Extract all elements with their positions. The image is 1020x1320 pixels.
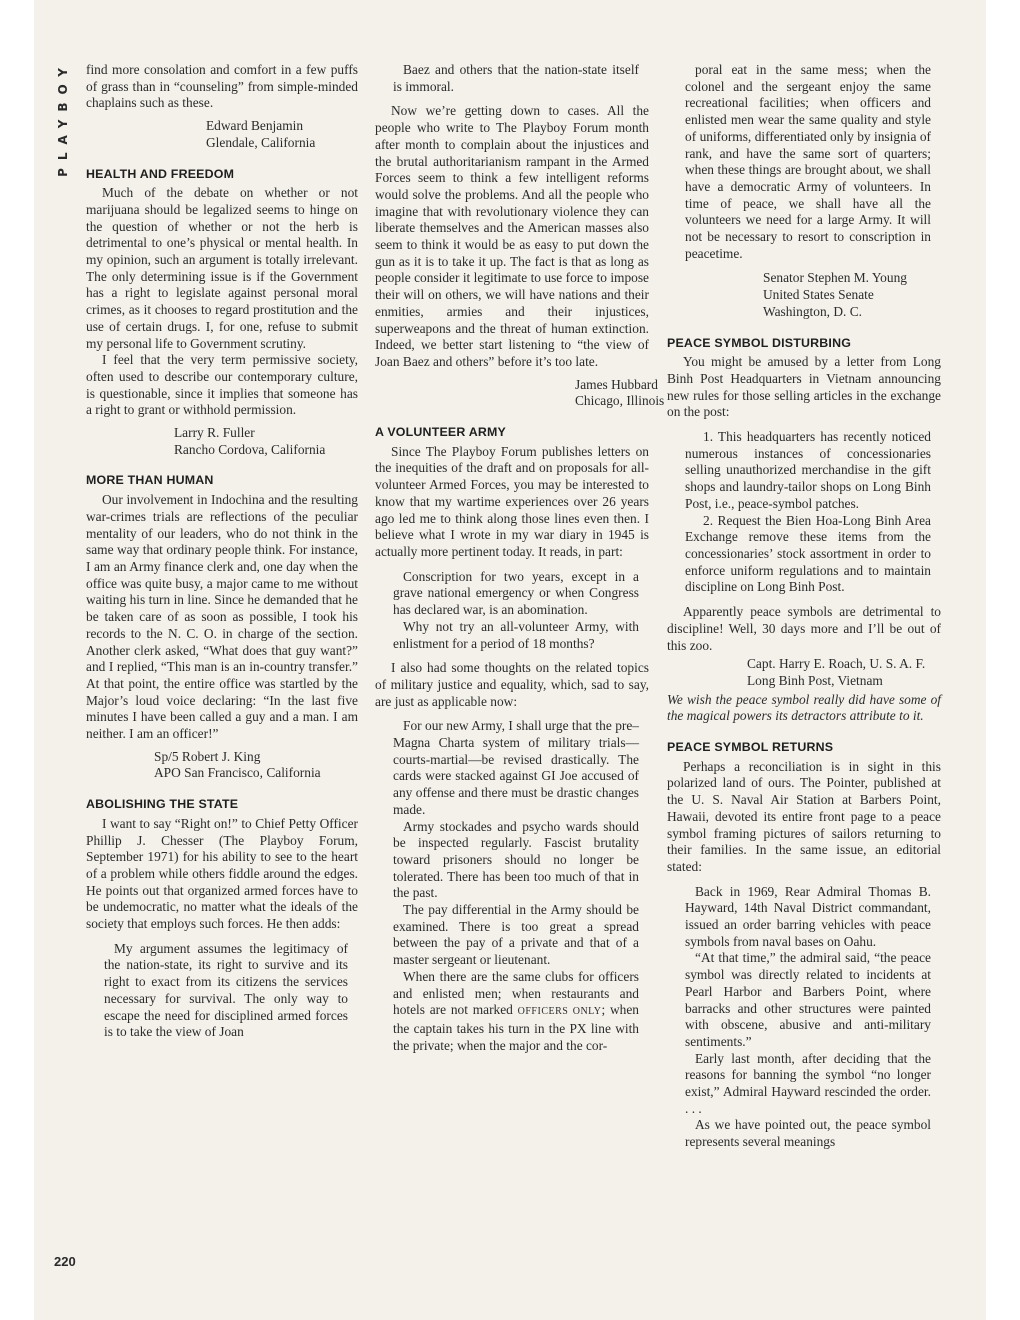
paragraph: Our involvement in Indochina and the resulting war-crimes trials are reflections of the peculiar mentality of our leaders, who do not think in the same way that ordinary people think. For instance, I am an Army finance clerk and, one day when the office was quite busy, a major came to me without waiting his turn in line. Since he demanded that he be taken care of as soon as possible, I took his records to the N. C. O. in charge of the section. Another clerk asked, “What does that guy want?” and I replied, “This man is an in-country transfer.” At that point, the entire office was startled by the Major’s loud voice declaring: “In the last five minutes I have been called a guy and a man. I am neither. I am an officer!” xyxy=(86,492,358,742)
signature-name: Edward Benjamin xyxy=(206,118,304,134)
paragraph: I also had some thoughts on the related topics of military justice and equality, which, sad to say, are just as applicable now: xyxy=(375,660,649,709)
quote-paragraph: Army stockades and psycho wards should be inspected regularly. Fascist brutality toward prisoners should no longer be tolerated. There has been too much of that in the past. xyxy=(393,818,639,901)
signature-name: Capt. Harry E. Roach, U. S. A. F. xyxy=(747,656,926,672)
masthead-text: PLAYBOY xyxy=(56,60,70,177)
letter-intro: find more consolation and comfort in a few puffs of grass than in “counseling” from simple-minded chaplains such as these. xyxy=(86,62,358,111)
signature xyxy=(375,376,665,410)
quote-paragraph: “At that time,” the admiral said, “the peace symbol was directly related to incidents at Pearl Harbor and Barbers Point, where barracks and other structures were painted with obscene, abusive and anti-military sentiments.” xyxy=(685,950,931,1049)
signature-name: James Hubbard xyxy=(575,376,658,392)
section-heading-peace-symbol-disturbing: PEACE SYMBOL DISTURBING xyxy=(667,335,852,350)
block-quote xyxy=(375,569,649,653)
quote-paragraph: Conscription for two years, except in a grave national emergency or when Congress has declared war, is an abomination. xyxy=(393,568,639,618)
paragraph: Apparently peace symbols are detrimental to discipline! Well, 30 days more and I’ll be out of this zoo. xyxy=(667,604,941,653)
quote-paragraph: Back in 1969, Rear Admiral Thomas B. Hayward, 14th Naval District commandant, issued an order barring vehicles with peace symbols from naval bases on Oahu. xyxy=(685,883,931,949)
editor-note: We wish the peace symbol really did have some of the magical powers its detractors attribute to it. xyxy=(667,691,941,724)
signature-place: APO San Francisco, California xyxy=(154,765,321,781)
quote-paragraph: My argument assumes the legitimacy of the nation-state, its right to survive and its right to exact from its citizens the services necessary for survival. The only way to escape the need for disciplined armed forces is to take the view of Joan xyxy=(104,940,348,1040)
paragraph: Perhaps a reconciliation is in sight in this polarized land of ours. The Pointer, published at the U. S. Naval Air Station at Barbers Point, Hawaii, devoted its entire front page to a peace symbol framing pictures of sailors returning to their families. In the same issue, an editorial stated: xyxy=(667,758,941,874)
magazine-page xyxy=(34,0,986,1320)
column-1 xyxy=(86,62,358,1278)
paragraph: I want to say “Right on!” to Chief Petty Officer Phillip J. Chesser (The Playboy Forum, September 1971) for his ability to see to the heart of a problem while others fiddle around the edges. He points out that organized armed forces have to be undemocratic, no matter what the ideals of the society that employs such forces. He then adds: xyxy=(86,815,358,932)
block-quote xyxy=(86,941,358,1041)
block-quote xyxy=(667,62,941,262)
block-quote xyxy=(375,718,649,1054)
signature-name: Senator Stephen M. Young xyxy=(763,270,907,286)
quote-text: ; when the captain takes his turn in the PX line with the private; when the major and the cor- xyxy=(393,1002,639,1053)
small-caps-text: OFFICERS ONLY xyxy=(517,1006,602,1018)
paragraph: Since The Playboy Forum publishes letters on the inequities of the draft and on proposals for all-volunteer Armed Forces, you may be interested to know that my wartime experiences over 26 years ago led me to think along those lines even then. I believe what I wrote in my war diary in 1945 is actually more pertinent today. It reads, in part: xyxy=(375,443,649,559)
signature xyxy=(667,656,941,689)
list-item: 1. This headquarters has recently noticed numerous instances of concessionaries selling unauthorized merchandise in the gift shops and laundry-tailor shops on Long Binh Post, i.e., peace-symbol patches. xyxy=(685,429,931,511)
paragraph: You might be amused by a letter from Long Binh Post Headquarters in Vietnam announcing new rules for those selling articles in the exchange on the post: xyxy=(667,354,941,420)
quote-paragraph: Why not try an all-volunteer Army, with enlistment for a period of 18 months? xyxy=(393,618,639,651)
masthead xyxy=(53,60,69,183)
signature xyxy=(86,425,358,458)
signature-place: Rancho Cordova, California xyxy=(174,441,326,457)
section-heading-abolishing-the-state: ABOLISHING THE STATE xyxy=(86,797,239,812)
quote-paragraph: poral eat in the same mess; when the colonel and the sergeant enjoy the same recreational facilities; when officers and enlisted men wear the same quality and style of uniforms, differentiated only by insignia of rank, and have the same sort of quarters; when these things are brought about, we shall have a democratic Army of volunteers. In time of peace, we shall have all the volunteers we need for a large Army. It will not be necessary to resort to conscription in peacetime. xyxy=(685,62,931,261)
quote-text: When there are the same clubs for officers and enlisted men; when restaurants and hotels are not marked xyxy=(393,968,639,1018)
quote-paragraph: For our new Army, I shall urge that the pre–Magna Charta system of military trials—courts-martial—be revised drastically. The cards were stacked against GI Joe accused of any offense and there must be drastic changes made. xyxy=(393,718,639,817)
column-2 xyxy=(375,62,665,1278)
signature-place: Washington, D. C. xyxy=(763,303,862,319)
signature xyxy=(86,749,358,782)
signature-place: Long Binh Post, Vietnam xyxy=(747,672,883,688)
block-quote xyxy=(375,62,649,95)
section-heading-health-and-freedom: HEALTH AND FREEDOM xyxy=(86,166,235,181)
section-heading-more-than-human: MORE THAN HUMAN xyxy=(86,473,214,488)
paragraph: I feel that the very term permissive society, often used to describe our contemporary culture, is questionable, since it implies that someone has a right to grant or withhold permission. xyxy=(86,352,358,418)
signature xyxy=(86,118,358,151)
quote-paragraph: Early last month, after deciding that the reasons for banning the symbol “no longer exist,” Admiral Hayward rescinded the order. . . . xyxy=(685,1050,931,1116)
paragraph: Much of the debate on whether or not marijuana should be legalized seems to hinge on the question of whether or not the herb is detrimental to one’s physical or mental health. In my opinion, such an argument is totally irrelevant. The only determining issue is if the Government has a right to legislate against personal moral crimes, as it chooses to regard prostitution and the use of certain drugs. I, for one, refuse to submit my personal life to Government scrutiny. xyxy=(86,185,358,351)
list-item: 2. Request the Bien Hoa-Long Binh Area Exchange remove these items from the concessionaries’ stock assortment in order to enforce uniform regulations and to maintain discipline on Long Binh Post. xyxy=(685,512,931,595)
signature-name: Sp/5 Robert J. King xyxy=(154,748,261,764)
page-number: 220 xyxy=(54,1254,76,1269)
quote-paragraph: As we have pointed out, the peace symbol represents several meanings xyxy=(685,1117,931,1150)
paragraph: Now we’re getting down to cases. All the people who write to The Playboy Forum month after month to complain about the injustices and the brutal authoritarianism rampant in the Armed Forces seem to think a few intelligent reforms would solve the problems. And all the people who imagine that with revolutionary violence they can liberate themselves and the American masses also seem to think it would be as easy to put down the gun as it is to take it up. The fact is that as long as people consider it legitimate to use force to impose their will on others, we will have nations and their enmities, armies and their injustices, superweapons and the threat of human extinction. Indeed, we better start listening to “the view of Joan Baez and others” before it’s too late. xyxy=(375,103,649,369)
section-heading-a-volunteer-army: A VOLUNTEER ARMY xyxy=(375,425,507,440)
signature-name: Larry R. Fuller xyxy=(174,425,255,441)
quote-paragraph: Baez and others that the nation-state itself is immoral. xyxy=(393,62,639,94)
quote-paragraph: The pay differential in the Army should be examined. There is too great a spread between the pay of a private and that of a master sergeant or lieutenant. xyxy=(393,902,639,968)
signature-place: Chicago, Illinois xyxy=(575,393,665,409)
signature xyxy=(667,270,941,320)
column-3 xyxy=(667,62,941,1278)
block-quote xyxy=(667,884,941,1151)
signature-place: Glendale, California xyxy=(206,134,316,150)
section-heading-peace-symbol-returns: PEACE SYMBOL RETURNS xyxy=(667,740,834,755)
block-quote xyxy=(667,429,941,596)
quote-paragraph xyxy=(393,969,639,1055)
signature-title: United States Senate xyxy=(763,287,874,303)
